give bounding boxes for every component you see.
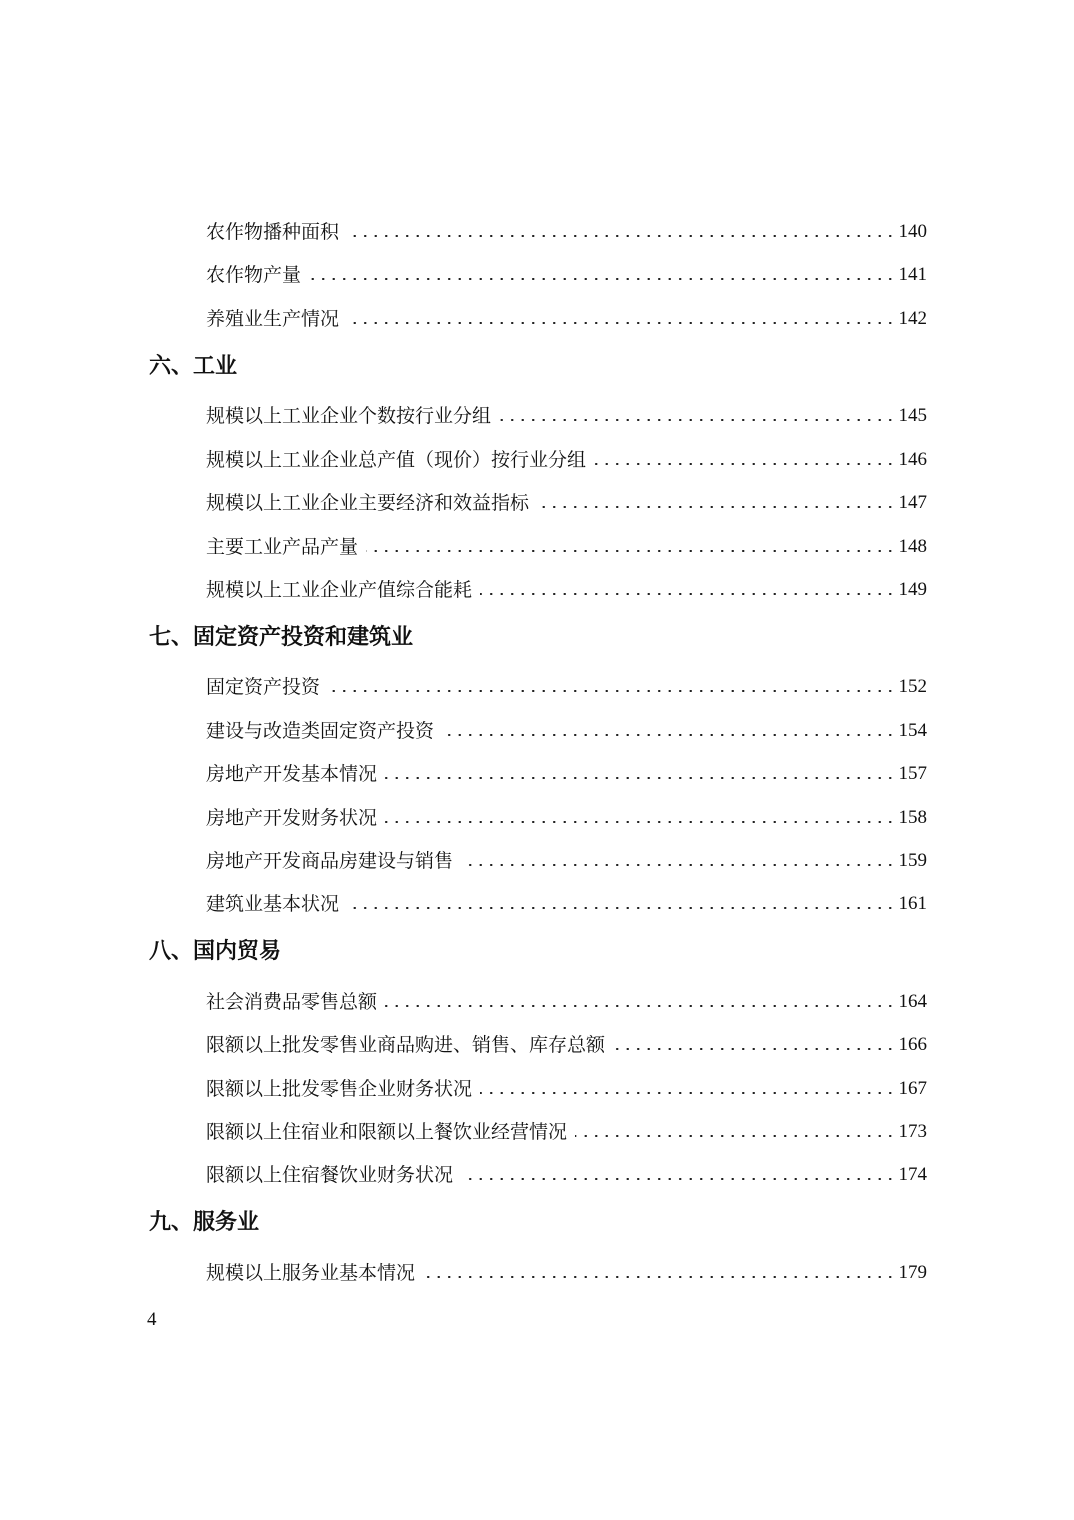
dot-leader xyxy=(347,235,895,237)
toc-entry[interactable] xyxy=(206,1030,927,1060)
toc-entry[interactable] xyxy=(206,445,927,475)
toc-entry[interactable] xyxy=(206,1258,927,1288)
dot-leader xyxy=(347,907,895,909)
page-number: 4 xyxy=(147,1309,157,1330)
section-heading[interactable]: 八、国内贸易 xyxy=(149,939,282,964)
toc-entry-title: 限额以上批发零售企业财务状况 xyxy=(206,1078,473,1100)
section-heading[interactable]: 七、固定资产投资和建筑业 xyxy=(149,625,414,650)
toc-entry-page: 149 xyxy=(898,579,927,600)
toc-entry[interactable] xyxy=(206,987,927,1017)
toc-entry-page: 140 xyxy=(898,221,927,242)
toc-entry-title: 建设与改造类固定资产投资 xyxy=(206,720,435,742)
dot-leader xyxy=(385,1005,895,1007)
toc-entry[interactable] xyxy=(206,716,927,746)
dot-leader xyxy=(575,1135,895,1137)
toc-entry-page: 141 xyxy=(898,264,927,285)
toc-entry-page: 157 xyxy=(898,763,927,784)
toc-entry-title: 规模以上工业企业个数按行业分组 xyxy=(206,405,492,427)
toc-entry-page: 158 xyxy=(898,807,927,828)
toc-entry[interactable] xyxy=(206,1160,927,1190)
toc-entry-page: 166 xyxy=(898,1034,927,1055)
toc-entry-title: 房地产开发财务状况 xyxy=(206,807,378,829)
toc-entry-page: 159 xyxy=(898,850,927,871)
toc-entry-page: 154 xyxy=(898,720,927,741)
toc-entry-title: 房地产开发基本情况 xyxy=(206,763,378,785)
dot-leader xyxy=(328,690,895,692)
toc-entry-page: 161 xyxy=(898,893,927,914)
toc-entry[interactable] xyxy=(206,575,927,605)
dot-leader xyxy=(442,734,895,736)
toc-entry-title: 限额以上批发零售业商品购进、销售、库存总额 xyxy=(206,1034,606,1056)
toc-entry-title: 限额以上住宿业和限额以上餐饮业经营情况 xyxy=(206,1121,568,1143)
dot-leader xyxy=(385,821,895,823)
toc-entry-title: 限额以上住宿餐饮业财务状况 xyxy=(206,1164,454,1186)
toc-entry-title: 养殖业生产情况 xyxy=(206,308,340,330)
toc-entry-title: 主要工业产品产量 xyxy=(206,536,359,558)
section-heading[interactable]: 九、服务业 xyxy=(149,1210,260,1235)
dot-leader xyxy=(309,278,895,280)
toc-entry[interactable] xyxy=(206,401,927,431)
toc-entry-page: 146 xyxy=(898,449,927,470)
toc-entry-page: 145 xyxy=(898,405,927,426)
toc-entry[interactable] xyxy=(206,846,927,876)
dot-leader xyxy=(385,777,895,779)
dot-leader xyxy=(366,550,895,552)
dot-leader xyxy=(480,593,895,595)
section-heading[interactable]: 六、工业 xyxy=(149,354,238,379)
toc-entry-page: 167 xyxy=(898,1078,927,1099)
toc-entry-title: 固定资产投资 xyxy=(206,676,321,698)
dot-leader xyxy=(461,864,895,866)
toc-entry-title: 社会消费品零售总额 xyxy=(206,991,378,1013)
toc-entry-title: 房地产开发商品房建设与销售 xyxy=(206,850,454,872)
toc-entry-page: 147 xyxy=(898,492,927,513)
toc-entry-page: 179 xyxy=(898,1262,927,1283)
dot-leader xyxy=(423,1276,895,1278)
dot-leader xyxy=(499,419,895,421)
toc-entry[interactable] xyxy=(206,889,927,919)
toc-entry-page: 173 xyxy=(898,1121,927,1142)
toc-entry-page: 152 xyxy=(898,676,927,697)
toc-entry-page: 142 xyxy=(898,308,927,329)
toc-entry-title: 规模以上工业企业主要经济和效益指标 xyxy=(206,492,530,514)
toc-entry-title: 规模以上工业企业总产值（现价）按行业分组 xyxy=(206,449,587,471)
dot-leader xyxy=(347,322,895,324)
toc-entry[interactable] xyxy=(206,260,927,290)
toc-entry[interactable] xyxy=(206,1074,927,1104)
toc-entry[interactable] xyxy=(206,488,927,518)
dot-leader xyxy=(594,463,895,465)
dot-leader xyxy=(613,1048,895,1050)
toc-entry[interactable] xyxy=(206,759,927,789)
toc-entry-title: 规模以上工业企业产值综合能耗 xyxy=(206,579,473,601)
dot-leader xyxy=(537,506,895,508)
toc-entry-title: 规模以上服务业基本情况 xyxy=(206,1262,416,1284)
toc-entry[interactable] xyxy=(206,217,927,247)
toc-entry-title: 建筑业基本状况 xyxy=(206,893,340,915)
toc-entry[interactable] xyxy=(206,532,927,562)
toc-entry[interactable] xyxy=(206,672,927,702)
toc-entry-title: 农作物播种面积 xyxy=(206,221,340,243)
toc-entry[interactable] xyxy=(206,803,927,833)
toc-entry[interactable] xyxy=(206,304,927,334)
toc-entry-page: 174 xyxy=(898,1164,927,1185)
dot-leader xyxy=(461,1178,895,1180)
dot-leader xyxy=(480,1092,895,1094)
toc-entry-title: 农作物产量 xyxy=(206,264,302,286)
toc-entry-page: 164 xyxy=(898,991,927,1012)
toc-entry[interactable] xyxy=(206,1117,927,1147)
toc-entry-page: 148 xyxy=(898,536,927,557)
